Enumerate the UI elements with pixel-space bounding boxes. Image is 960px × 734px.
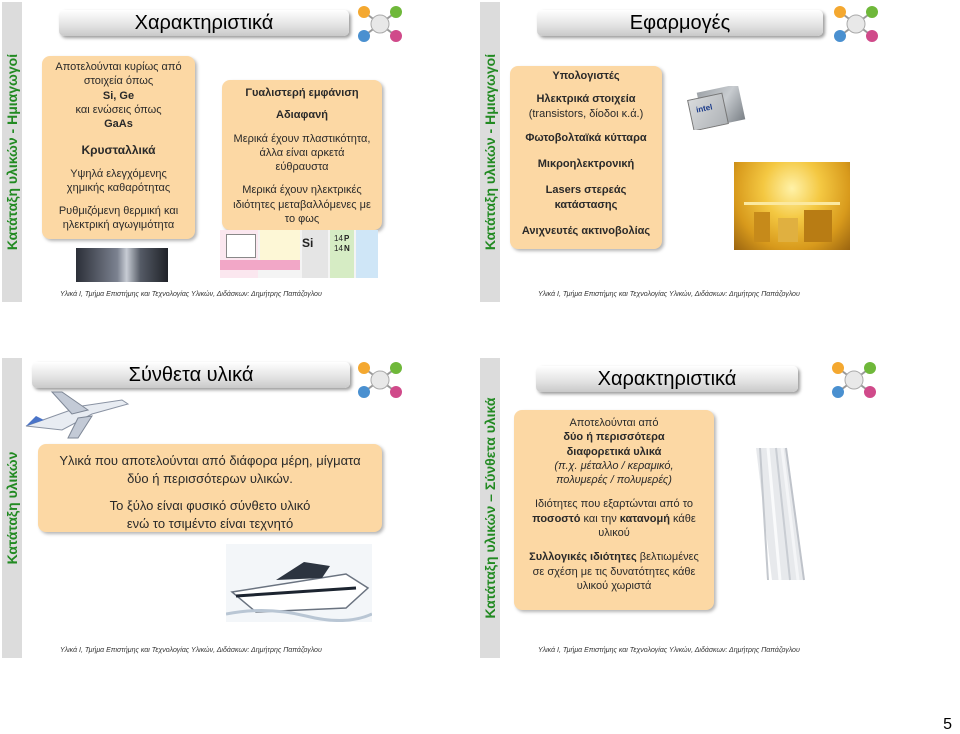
slide-composite-characteristics xyxy=(480,358,954,658)
footer-credit: Υλικά Ι, Τμήμα Επιστήμης και Τεχνολογίας Υλικών, Διδάσκων: Δημήτρης Παπάζογλου xyxy=(60,647,322,654)
molecule-logo-icon xyxy=(354,358,406,402)
slide-title: Χαρακτηριστικά xyxy=(59,10,349,36)
slide-title: Χαρακτηριστικά xyxy=(536,366,798,392)
footer-credit: Υλικά Ι, Τμήμα Επιστήμης και Τεχνολογίας Υλικών, Διδάσκων: Δημήτρης Παπάζογλου xyxy=(538,291,800,298)
intel-label: intel xyxy=(695,102,714,115)
semiconductor-properties-box: Αποτελούνται κυρίως από στοιχεία όπως Si, Ge και ενώσεις όπως GaAs Κρυσταλλικά Υψηλά ελεγχόμενης χημικής καθαρότητας Ρυθμιζόμενη θερμική και ηλεκτρική αγωγιμότητα xyxy=(42,56,195,239)
speedboat-image xyxy=(226,544,372,622)
cleanroom-lab-image xyxy=(734,162,850,250)
slide-composite-materials xyxy=(2,358,476,658)
molecule-logo-icon xyxy=(354,2,406,46)
sidebar-label: Κατάταξη υλικών – Σύνθετα υλικά xyxy=(480,358,500,658)
intel-chip-image xyxy=(686,86,752,130)
sidebar-label: Κατάταξη υλικών xyxy=(2,358,22,658)
periodic-table-image: Si 14 P 14 N xyxy=(220,230,378,278)
applications-box: Υπολογιστές Ηλεκτρικά στοιχεία (transistors, δίοδοι κ.ά.) Φωτοβολταϊκά κύτταρα Μικροηλεκτρονική Lasers στερεάς κατάστασης Ανιχνευτές ακτινοβολίας xyxy=(510,66,662,249)
footer-credit: Υλικά Ι, Τμήμα Επιστήμης και Τεχνολογίας Υλικών, Διδάσκων: Δημήτρης Παπάζογλου xyxy=(538,647,800,654)
slide-semiconductors-characteristics xyxy=(2,2,476,302)
slide-semiconductors-applications xyxy=(480,2,954,302)
slide-title: Εφαρμογές xyxy=(537,10,823,36)
semiconductor-appearance-box: Γυαλιστερή εμφάνιση Αδιαφανή Μερικά έχουν πλαστικότητα, άλλα είναι αρκετά εύθραυστα Μερικά έχουν ηλεκτρικές ιδιότητες μεταβαλλόμενες με το φως xyxy=(222,80,382,230)
sidebar-label: Κατάταξη υλικών - Ημιαγωγοί xyxy=(2,2,22,302)
silicon-symbol: Si xyxy=(302,236,314,250)
composite-definition-box: Υλικά που αποτελούνται από διάφορα μέρη, μίγματα δύο ή περισσότερων υλικών. Το ξύλο είναι φυσικό σύνθετο υλικό ενώ το τσιμέντο είναι τεχνητό xyxy=(38,444,382,532)
slide-title: Σύνθετα υλικά xyxy=(32,362,350,388)
silicon-ingot-image xyxy=(76,248,168,282)
glass-fiber-bundle-image xyxy=(746,444,826,584)
airplane-image xyxy=(22,386,132,442)
molecule-logo-icon xyxy=(830,2,882,46)
page-number: 5 xyxy=(943,716,952,733)
molecule-logo-icon xyxy=(828,358,880,402)
composite-properties-box: Αποτελούνται από δύο ή περισσότερα διαφορετικά υλικά (π.χ. μέταλλο / κεραμικό, πολυμερές / πολυμερές) Ιδιότητες που εξαρτώνται από το ποσοστό και την κατανομή κάθε υλικού Συλλογικές ιδιότητες βελτιωμένες σε σχέση με τις δυνατότητες κάθε υλικού χωριστά xyxy=(514,410,714,610)
footer-credit: Υλικά Ι, Τμήμα Επιστήμης και Τεχνολογίας Υλικών, Διδάσκων: Δημήτρης Παπάζογλου xyxy=(60,291,322,298)
sidebar-label: Κατάταξη υλικών - Ημιαγωγοί xyxy=(480,2,500,302)
